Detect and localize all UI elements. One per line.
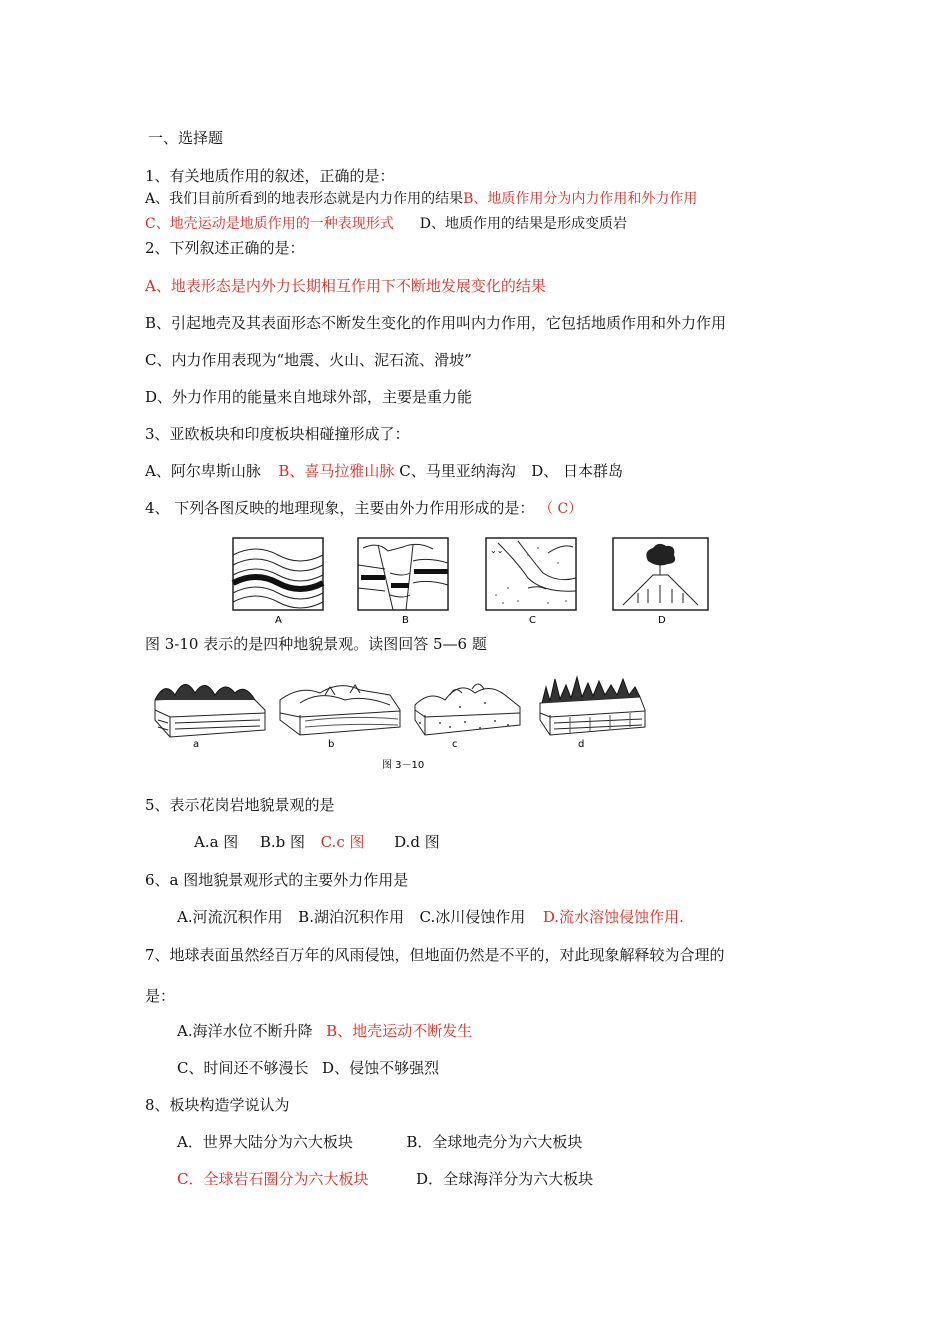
q1-options-row2 bbox=[145, 214, 627, 234]
q4-stem-line bbox=[145, 498, 582, 519]
fig-label-b: B bbox=[402, 615, 409, 626]
fig-label-a: A bbox=[275, 615, 282, 626]
landform-a bbox=[155, 684, 265, 737]
q6-stem: 6、a 图地貌景观形式的主要外力作用是 bbox=[145, 871, 409, 889]
q6-option-c: C.冰川侵蚀作用 bbox=[419, 908, 526, 926]
fig310-title: 图 3－10 bbox=[382, 760, 425, 771]
q1-option-d: D、地质作用的结果是形成变质岩 bbox=[419, 216, 627, 232]
q7-options-row1 bbox=[177, 1021, 472, 1041]
q6-options bbox=[177, 907, 684, 927]
q7-stem-line1: 7、地球表面虽然经百万年的风雨侵蚀，但地面仍然是不平的，对此现象解释较为合理的 bbox=[145, 946, 725, 964]
q7-option-c: C、时间还不够漫长 bbox=[177, 1059, 309, 1077]
q7-options-row2 bbox=[177, 1058, 439, 1078]
q2-option-b: B、引起地壳及其表面形态不断发生变化的作用叫内力作用，它包括地质作用和外力作用 bbox=[145, 314, 727, 332]
q5-option-a: A.a 图 bbox=[194, 833, 239, 851]
q8-option-a: A．世界大陆分为六大板块 bbox=[177, 1133, 353, 1151]
q3-option-b: B、喜马拉雅山脉 bbox=[278, 462, 395, 480]
svg-text:⌄⌄: ⌄⌄ bbox=[490, 546, 504, 555]
q1-stem: 1、有关地质作用的叙述，正确的是： bbox=[145, 167, 395, 185]
q6-option-d: D.流水溶蚀侵蚀作用. bbox=[542, 908, 684, 926]
section-title: 一、选择题 bbox=[148, 129, 224, 147]
landform-label-d: d bbox=[578, 739, 585, 750]
q5-option-b: B.b 图 bbox=[259, 833, 306, 851]
q8-option-b: B．全球地壳分为六大板块 bbox=[406, 1133, 583, 1151]
q5-stem: 5、表示花岗岩地貌景观的是 bbox=[145, 796, 335, 814]
q1-option-b: B、地质作用分为内力作用和外力作用 bbox=[463, 191, 698, 207]
q3-options bbox=[145, 461, 623, 481]
q4-figure bbox=[228, 533, 718, 628]
q5-option-c: C.c 图 bbox=[320, 833, 365, 851]
fig310-landforms bbox=[150, 665, 650, 775]
q8-stem: 8、板块构造学说认为 bbox=[145, 1096, 290, 1114]
q3-stem: 3、亚欧板块和印度板块相碰撞形成了： bbox=[145, 425, 410, 443]
q3-option-c: C、马里亚纳海沟 bbox=[399, 462, 516, 480]
q2-option-c: C、内力作用表现为“地震、火山、泥石流、滑坡” bbox=[145, 351, 472, 369]
fig-label-c: C bbox=[529, 615, 536, 626]
q5-option-d: D.d 图 bbox=[394, 833, 440, 851]
q3-option-d: D、 日本群岛 bbox=[531, 462, 624, 480]
q8-options-row1 bbox=[177, 1132, 582, 1152]
q8-options-row2 bbox=[177, 1169, 593, 1189]
q2-option-a: A、地表形态是内外力长期相互作用下不断地发展变化的结果 bbox=[145, 277, 546, 295]
q3-option-a: A、阿尔卑斯山脉 bbox=[145, 462, 261, 480]
q1-option-c: C、地壳运动是地质作用的一种表现形式 bbox=[145, 216, 394, 232]
q2-stem: 2、下列叙述正确的是： bbox=[145, 239, 305, 257]
q4-stem: 4、 下列各图反映的地理现象，主要由外力作用形成的是： bbox=[145, 499, 535, 517]
q8-option-d: D．全球海洋分为六大板块 bbox=[416, 1170, 594, 1188]
landform-label-b: b bbox=[328, 739, 335, 750]
q6-option-a: A.河流沉积作用 bbox=[177, 908, 283, 926]
fig-a-folded-strata bbox=[233, 538, 323, 610]
q8-option-c: C．全球岩石圈分为六大板块 bbox=[177, 1170, 369, 1188]
landform-c bbox=[415, 684, 520, 735]
landform-label-a: a bbox=[193, 739, 200, 750]
q5-options bbox=[194, 832, 440, 852]
landform-b bbox=[280, 685, 400, 735]
q7-option-b: B、地壳运动不断发生 bbox=[326, 1022, 473, 1040]
q1-options-row1 bbox=[145, 189, 697, 209]
fig-b-fault bbox=[358, 538, 448, 610]
q1-option-a: A、我们目前所看到的地表形态就是内力作用的结果 bbox=[145, 191, 464, 207]
fig-c-river-deposit bbox=[486, 538, 576, 610]
q7-option-a: A.海洋水位不断升降 bbox=[177, 1022, 313, 1040]
q7-option-d: D、侵蚀不够强烈 bbox=[322, 1059, 440, 1077]
q4-answer: （ C） bbox=[539, 501, 583, 517]
fig-label-d: D bbox=[658, 615, 666, 626]
fig-d-volcano bbox=[613, 538, 708, 610]
landform-label-c: c bbox=[452, 739, 458, 750]
q6-option-b: B.湖泊沉积作用 bbox=[298, 908, 404, 926]
q2-option-d: D、外力作用的能量来自地球外部，主要是重力能 bbox=[145, 388, 473, 406]
fig310-caption: 图 3-10 表示的是四种地貌景观。读图回答 5—6 题 bbox=[145, 635, 487, 653]
landform-d bbox=[540, 677, 645, 735]
q7-stem-line2: 是： bbox=[145, 987, 176, 1005]
